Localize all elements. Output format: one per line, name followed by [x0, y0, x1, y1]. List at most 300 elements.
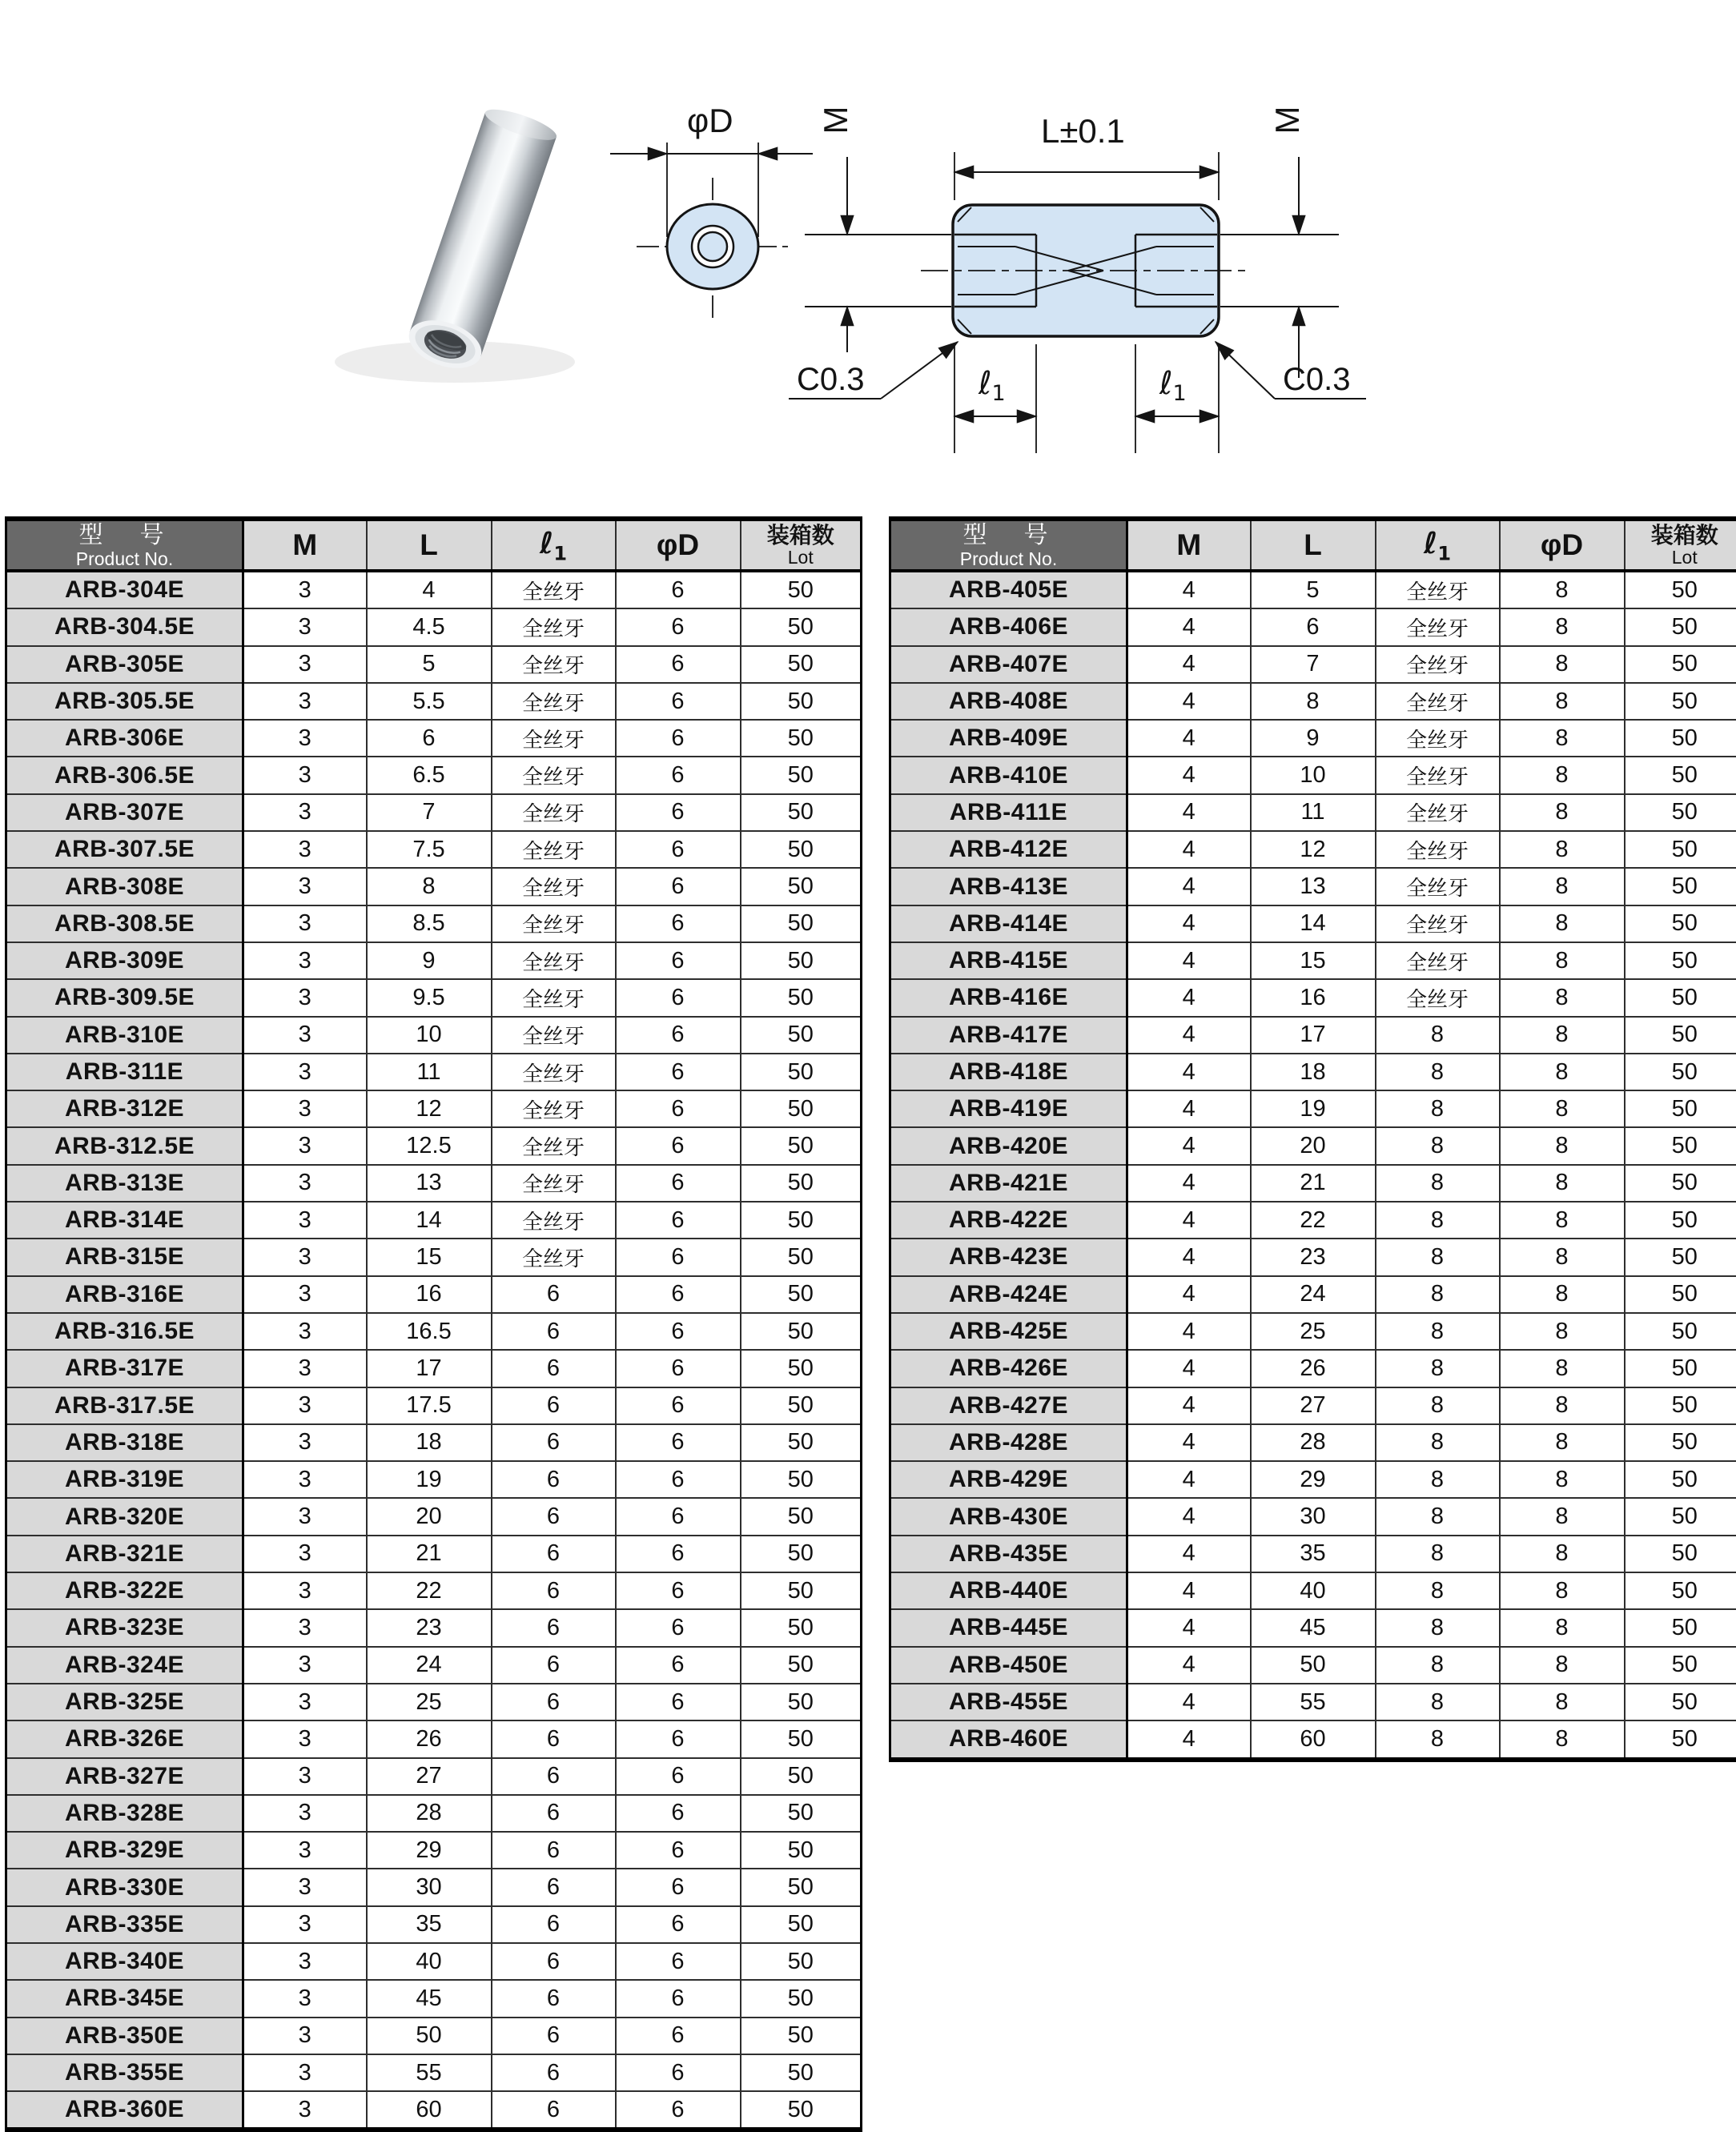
product-no-cell: ARB-423E [890, 1239, 1127, 1275]
l-value-cell: 16 [367, 1276, 492, 1313]
product-no-cell: ARB-425E [890, 1313, 1127, 1350]
l1-value-cell: 8 [1376, 1720, 1500, 1759]
table-row [6, 1536, 862, 1572]
l-value-cell: 16.5 [367, 1313, 492, 1350]
l-value-cell: 29 [367, 1832, 492, 1869]
l1-value-cell: 全丝牙 [492, 942, 616, 979]
l-value-cell: 12 [1251, 831, 1376, 868]
product-no-cell: ARB-407E [890, 646, 1127, 683]
phid-value-cell: 8 [1500, 794, 1625, 831]
phid-value-cell: 8 [1500, 1350, 1625, 1387]
product-no-cell: ARB-410E [890, 757, 1127, 793]
product-no-cell: ARB-360E [6, 2091, 243, 2130]
table-row [890, 1054, 1736, 1090]
table-row [890, 1090, 1736, 1127]
lot-value-cell: 50 [1625, 1609, 1736, 1646]
lot-value-cell: 50 [1625, 1202, 1736, 1239]
table-row [6, 1906, 862, 1943]
table-row [6, 1350, 862, 1387]
header-l: L [1251, 519, 1376, 571]
lot-value-cell: 50 [1625, 571, 1736, 608]
l1-value-cell: 8 [1376, 1239, 1500, 1275]
side-view [789, 152, 1366, 453]
phid-value-cell: 8 [1500, 608, 1625, 645]
l-value-cell: 20 [367, 1498, 492, 1535]
phid-value-cell: 6 [616, 683, 741, 720]
header-product-zh: 型 号 [962, 521, 1055, 548]
product-no-cell: ARB-306.5E [6, 757, 243, 793]
table-row [6, 1127, 862, 1164]
m-value-cell: 4 [1127, 646, 1251, 683]
m-value-cell: 4 [1127, 757, 1251, 793]
product-no-cell: ARB-311E [6, 1054, 243, 1090]
m-value-cell: 3 [243, 1572, 367, 1609]
phid-value-cell: 6 [616, 571, 741, 608]
dim-l1-right-label: ℓ$_1$ [1159, 365, 1187, 406]
table-row [6, 905, 862, 942]
lot-value-cell: 50 [741, 1313, 862, 1350]
l-value-cell: 22 [367, 1572, 492, 1609]
m-value-cell: 3 [243, 942, 367, 979]
lot-value-cell: 50 [741, 1387, 862, 1424]
m-value-cell: 4 [1127, 1276, 1251, 1313]
lot-value-cell: 50 [1625, 720, 1736, 757]
phid-value-cell: 6 [616, 1758, 741, 1795]
product-no-cell: ARB-455E [890, 1684, 1127, 1720]
l-value-cell: 20 [1251, 1127, 1376, 1164]
l1-value-cell: 6 [492, 1572, 616, 1609]
product-no-cell: ARB-329E [6, 1832, 243, 1869]
table-row [890, 571, 1736, 608]
lot-value-cell: 50 [741, 1609, 862, 1646]
phid-value-cell: 6 [616, 831, 741, 868]
m-value-cell: 4 [1127, 1090, 1251, 1127]
table-row [6, 1313, 862, 1350]
m-value-cell: 3 [243, 1720, 367, 1757]
lot-value-cell: 50 [1625, 942, 1736, 979]
l-value-cell: 15 [367, 1239, 492, 1275]
m-value-cell: 4 [1127, 1536, 1251, 1572]
chamfer-left-label: C0.3 [797, 362, 865, 397]
product-no-cell: ARB-308.5E [6, 905, 243, 942]
l1-value-cell: 全丝牙 [492, 1165, 616, 1202]
product-no-cell: ARB-307.5E [6, 831, 243, 868]
l1-value-cell: 6 [492, 1350, 616, 1387]
product-no-cell: ARB-316.5E [6, 1313, 243, 1350]
phid-value-cell: 6 [616, 757, 741, 793]
table-row [890, 1461, 1736, 1498]
lot-value-cell: 50 [741, 868, 862, 905]
l-value-cell: 45 [367, 1980, 492, 2017]
phid-value-cell: 8 [1500, 905, 1625, 942]
l1-value-cell: 6 [492, 1795, 616, 1832]
lot-value-cell: 50 [1625, 1461, 1736, 1498]
m-value-cell: 3 [243, 1461, 367, 1498]
l1-value-cell: 6 [492, 1424, 616, 1461]
l-value-cell: 15 [1251, 942, 1376, 979]
l-value-cell: 6 [367, 720, 492, 757]
phid-value-cell: 6 [616, 1536, 741, 1572]
m-value-cell: 3 [243, 2091, 367, 2130]
lot-value-cell: 50 [1625, 905, 1736, 942]
phid-value-cell: 6 [616, 1906, 741, 1943]
l-value-cell: 19 [1251, 1090, 1376, 1127]
table-row [6, 608, 862, 645]
phid-value-cell: 6 [616, 1498, 741, 1535]
l1-value-cell: 8 [1376, 1202, 1500, 1239]
table-row [6, 1980, 862, 2017]
lot-value-cell: 50 [1625, 757, 1736, 793]
phid-value-cell: 6 [616, 1054, 741, 1090]
l-value-cell: 18 [367, 1424, 492, 1461]
product-no-cell: ARB-313E [6, 1165, 243, 1202]
m-value-cell: 4 [1127, 1165, 1251, 1202]
l1-value-cell: 全丝牙 [1376, 608, 1500, 645]
product-no-cell: ARB-435E [890, 1536, 1127, 1572]
phid-value-cell: 6 [616, 1720, 741, 1757]
l1-value-cell: 8 [1376, 1127, 1500, 1164]
m-value-cell: 3 [243, 1758, 367, 1795]
product-no-cell: ARB-420E [890, 1127, 1127, 1164]
l-value-cell: 13 [367, 1165, 492, 1202]
header-row [6, 519, 862, 571]
l-value-cell: 28 [367, 1795, 492, 1832]
phid-value-cell: 8 [1500, 1127, 1625, 1164]
l1-value-cell: 8 [1376, 1647, 1500, 1684]
lot-value-cell: 50 [741, 1165, 862, 1202]
m-value-cell: 3 [243, 2054, 367, 2091]
l1-value-cell: 6 [492, 1684, 616, 1720]
lot-value-cell: 50 [1625, 1127, 1736, 1164]
table-row [890, 757, 1736, 793]
l1-value-cell: 6 [492, 1758, 616, 1795]
table-row [890, 1647, 1736, 1684]
l-value-cell: 5 [367, 646, 492, 683]
phid-value-cell: 8 [1500, 757, 1625, 793]
lot-value-cell: 50 [741, 1498, 862, 1535]
table-row [6, 2054, 862, 2091]
lot-value-cell: 50 [741, 757, 862, 793]
table-row [890, 1017, 1736, 1054]
phid-value-cell: 6 [616, 646, 741, 683]
l-value-cell: 35 [367, 1906, 492, 1943]
l1-value-cell: 8 [1376, 1461, 1500, 1498]
lot-value-cell: 50 [1625, 1017, 1736, 1054]
m-value-cell: 4 [1127, 1498, 1251, 1535]
l-value-cell: 21 [1251, 1165, 1376, 1202]
lot-value-cell: 50 [741, 1127, 862, 1164]
m-value-cell: 3 [243, 1165, 367, 1202]
lot-value-cell: 50 [1625, 1387, 1736, 1424]
product-no-cell: ARB-305E [6, 646, 243, 683]
header-product-zh: 型 号 [78, 521, 171, 548]
phid-value-cell: 6 [616, 1832, 741, 1869]
header-phid: φD [1500, 519, 1625, 571]
top-view [610, 143, 813, 320]
table-row [890, 905, 1736, 942]
l1-value-cell: 全丝牙 [1376, 942, 1500, 979]
l-value-cell: 26 [1251, 1350, 1376, 1387]
lot-value-cell: 50 [1625, 608, 1736, 645]
l-value-cell: 9 [1251, 720, 1376, 757]
phid-value-cell: 6 [616, 868, 741, 905]
lot-value-cell: 50 [1625, 1498, 1736, 1535]
lot-value-cell: 50 [741, 1424, 862, 1461]
l1-value-cell: 全丝牙 [492, 1202, 616, 1239]
product-no-cell: ARB-445E [890, 1609, 1127, 1646]
product-no-cell: ARB-413E [890, 868, 1127, 905]
m-value-cell: 3 [243, 1127, 367, 1164]
l-value-cell: 27 [1251, 1387, 1376, 1424]
product-no-cell: ARB-405E [890, 571, 1127, 608]
phid-value-cell: 8 [1500, 1424, 1625, 1461]
header-l1 [1376, 519, 1500, 571]
product-no-cell: ARB-430E [890, 1498, 1127, 1535]
lot-value-cell: 50 [741, 1054, 862, 1090]
product-no-cell: ARB-415E [890, 942, 1127, 979]
lot-value-cell: 50 [741, 1869, 862, 1905]
lot-value-cell: 50 [741, 979, 862, 1016]
l-value-cell: 17.5 [367, 1387, 492, 1424]
m-value-cell: 3 [243, 1498, 367, 1535]
m-value-cell: 3 [243, 1980, 367, 2017]
phid-value-cell: 6 [616, 1424, 741, 1461]
l1-value-cell: 8 [1376, 1424, 1500, 1461]
product-no-cell: ARB-340E [6, 1943, 243, 1980]
l1-value-cell: 全丝牙 [492, 1054, 616, 1090]
l-value-cell: 29 [1251, 1461, 1376, 1498]
m-value-cell: 3 [243, 868, 367, 905]
l1-value-cell: 全丝牙 [492, 979, 616, 1016]
phid-value-cell: 6 [616, 1090, 741, 1127]
table-row [890, 1350, 1736, 1387]
l1-value-cell: 8 [1376, 1498, 1500, 1535]
dim-L-label: L±0.1 [1041, 112, 1125, 150]
lot-value-cell: 50 [1625, 1350, 1736, 1387]
product-no-cell: ARB-312.5E [6, 1127, 243, 1164]
l1-value-cell: 全丝牙 [492, 868, 616, 905]
product-no-cell: ARB-406E [890, 608, 1127, 645]
table-row [6, 1498, 862, 1535]
table-row [890, 868, 1736, 905]
m-value-cell: 4 [1127, 1609, 1251, 1646]
l-value-cell: 4.5 [367, 608, 492, 645]
table-row [890, 1165, 1736, 1202]
l1-value-cell: 6 [492, 1387, 616, 1424]
phid-value-cell: 8 [1500, 571, 1625, 608]
product-no-cell: ARB-317E [6, 1350, 243, 1387]
l1-value-cell: 8 [1376, 1350, 1500, 1387]
phid-value-cell: 6 [616, 794, 741, 831]
phid-value-cell: 6 [616, 1313, 741, 1350]
m-value-cell: 3 [243, 794, 367, 831]
l1-value-cell: 全丝牙 [1376, 646, 1500, 683]
table-row [890, 831, 1736, 868]
l1-subscript: 1 [553, 542, 568, 565]
l-value-cell: 5.5 [367, 683, 492, 720]
table-row [6, 1461, 862, 1498]
l1-value-cell: 全丝牙 [1376, 757, 1500, 793]
m-value-cell: 4 [1127, 1387, 1251, 1424]
l1-value-cell: 6 [492, 1832, 616, 1869]
lot-value-cell: 50 [741, 2018, 862, 2054]
product-no-cell: ARB-325E [6, 1684, 243, 1720]
l1-value-cell: 6 [492, 1276, 616, 1313]
l1-value-cell: 全丝牙 [1376, 868, 1500, 905]
m-value-cell: 3 [243, 683, 367, 720]
lot-value-cell: 50 [741, 2091, 862, 2130]
product-no-cell: ARB-345E [6, 1980, 243, 2017]
phid-value-cell: 8 [1500, 1498, 1625, 1535]
m-value-cell: 3 [243, 1387, 367, 1424]
lot-value-cell: 50 [741, 942, 862, 979]
table-row [6, 1202, 862, 1239]
l-value-cell: 12.5 [367, 1127, 492, 1164]
l-value-cell: 26 [367, 1720, 492, 1757]
l1-value-cell: 6 [492, 2018, 616, 2054]
lot-value-cell: 50 [1625, 1090, 1736, 1127]
m-value-cell: 3 [243, 1313, 367, 1350]
l1-value-cell: 全丝牙 [492, 1017, 616, 1054]
header-m: M [243, 519, 367, 571]
phid-value-cell: 8 [1500, 1720, 1625, 1759]
lot-value-cell: 50 [741, 1202, 862, 1239]
product-no-cell: ARB-450E [890, 1647, 1127, 1684]
m-value-cell: 4 [1127, 1350, 1251, 1387]
l1-value-cell: 全丝牙 [492, 646, 616, 683]
lot-value-cell: 50 [1625, 979, 1736, 1016]
lot-value-cell: 50 [741, 1647, 862, 1684]
m-value-cell: 3 [243, 1090, 367, 1127]
phid-value-cell: 6 [616, 1795, 741, 1832]
table-row [6, 1758, 862, 1795]
l1-value-cell: 全丝牙 [1376, 720, 1500, 757]
table-row [6, 1017, 862, 1054]
product-no-cell: ARB-460E [890, 1720, 1127, 1759]
lot-value-cell: 50 [741, 1350, 862, 1387]
l1-value-cell: 6 [492, 1980, 616, 2017]
l-value-cell: 11 [367, 1054, 492, 1090]
m-value-cell: 4 [1127, 1054, 1251, 1090]
phid-value-cell: 6 [616, 2054, 741, 2091]
lot-value-cell: 50 [741, 831, 862, 868]
phid-value-cell: 8 [1500, 1165, 1625, 1202]
table-row [6, 1090, 862, 1127]
table-row [6, 942, 862, 979]
l-value-cell: 30 [1251, 1498, 1376, 1535]
lot-value-cell: 50 [741, 1795, 862, 1832]
lot-value-cell: 50 [1625, 831, 1736, 868]
m-value-cell: 3 [243, 571, 367, 608]
l-value-cell: 28 [1251, 1424, 1376, 1461]
product-no-cell: ARB-307E [6, 794, 243, 831]
lot-value-cell: 50 [1625, 646, 1736, 683]
phid-value-cell: 6 [616, 905, 741, 942]
l1-value-cell: 全丝牙 [1376, 979, 1500, 1016]
product-no-cell: ARB-408E [890, 683, 1127, 720]
phid-value-cell: 8 [1500, 1536, 1625, 1572]
table-row [6, 1054, 862, 1090]
lot-value-cell: 50 [741, 571, 862, 608]
phid-value-cell: 8 [1500, 1684, 1625, 1720]
lot-value-cell: 50 [1625, 1313, 1736, 1350]
product-no-cell: ARB-328E [6, 1795, 243, 1832]
phid-value-cell: 6 [616, 1609, 741, 1646]
phid-value-cell: 6 [616, 1165, 741, 1202]
product-no-cell: ARB-309E [6, 942, 243, 979]
product-no-cell: ARB-316E [6, 1276, 243, 1313]
m-value-cell: 4 [1127, 1720, 1251, 1759]
table-row [890, 794, 1736, 831]
l1-value-cell: 8 [1376, 1313, 1500, 1350]
product-no-cell: ARB-317.5E [6, 1387, 243, 1424]
thread-id-circle [698, 232, 727, 261]
phid-value-cell: 6 [616, 1350, 741, 1387]
phid-value-cell: 6 [616, 1387, 741, 1424]
phid-value-cell: 8 [1500, 1202, 1625, 1239]
lot-value-cell: 50 [741, 1758, 862, 1795]
product-no-cell: ARB-322E [6, 1572, 243, 1609]
product-no-cell: ARB-309.5E [6, 979, 243, 1016]
m-value-cell: 3 [243, 1536, 367, 1572]
table-row [6, 757, 862, 793]
header-lot-zh: 装箱数 [766, 523, 834, 548]
m-value-cell: 3 [243, 1943, 367, 1980]
product-no-cell: ARB-310E [6, 1017, 243, 1054]
product-no-cell: ARB-440E [890, 1572, 1127, 1609]
l1-value-cell: 全丝牙 [492, 1239, 616, 1275]
product-no-cell: ARB-428E [890, 1424, 1127, 1461]
lot-value-cell: 50 [741, 1720, 862, 1757]
l1-value-cell: 8 [1376, 1090, 1500, 1127]
product-no-cell: ARB-429E [890, 1461, 1127, 1498]
l1-value-cell: 6 [492, 1536, 616, 1572]
l1-value-cell: 6 [492, 1461, 616, 1498]
m-value-cell: 4 [1127, 1313, 1251, 1350]
m-value-cell: 3 [243, 1350, 367, 1387]
table-row [890, 979, 1736, 1016]
product-no-cell: ARB-426E [890, 1350, 1127, 1387]
l-value-cell: 14 [1251, 905, 1376, 942]
l-value-cell: 16 [1251, 979, 1376, 1016]
l1-value-cell: 全丝牙 [492, 757, 616, 793]
product-no-cell: ARB-418E [890, 1054, 1127, 1090]
header-product-no [890, 519, 1127, 571]
product-no-cell: ARB-304E [6, 571, 243, 608]
phid-value-cell: 8 [1500, 1090, 1625, 1127]
l-value-cell: 25 [367, 1684, 492, 1720]
l-value-cell: 13 [1251, 868, 1376, 905]
table-row [6, 1165, 862, 1202]
l1-value-cell: 全丝牙 [1376, 571, 1500, 608]
l-value-cell: 60 [367, 2091, 492, 2130]
m-value-cell: 4 [1127, 868, 1251, 905]
m-value-cell: 4 [1127, 608, 1251, 645]
phid-value-cell: 8 [1500, 720, 1625, 757]
header-l: L [367, 519, 492, 571]
phid-value-cell: 6 [616, 1127, 741, 1164]
phid-value-cell: 6 [616, 1239, 741, 1275]
m-value-cell: 3 [243, 608, 367, 645]
phid-value-cell: 6 [616, 608, 741, 645]
spec-table-m3 [5, 516, 862, 2132]
product-no-cell: ARB-308E [6, 868, 243, 905]
l1-value-cell: 8 [1376, 1054, 1500, 1090]
phid-value-cell: 6 [616, 1202, 741, 1239]
table-row [890, 683, 1736, 720]
m-value-cell: 3 [243, 1239, 367, 1275]
m-value-cell: 3 [243, 1795, 367, 1832]
